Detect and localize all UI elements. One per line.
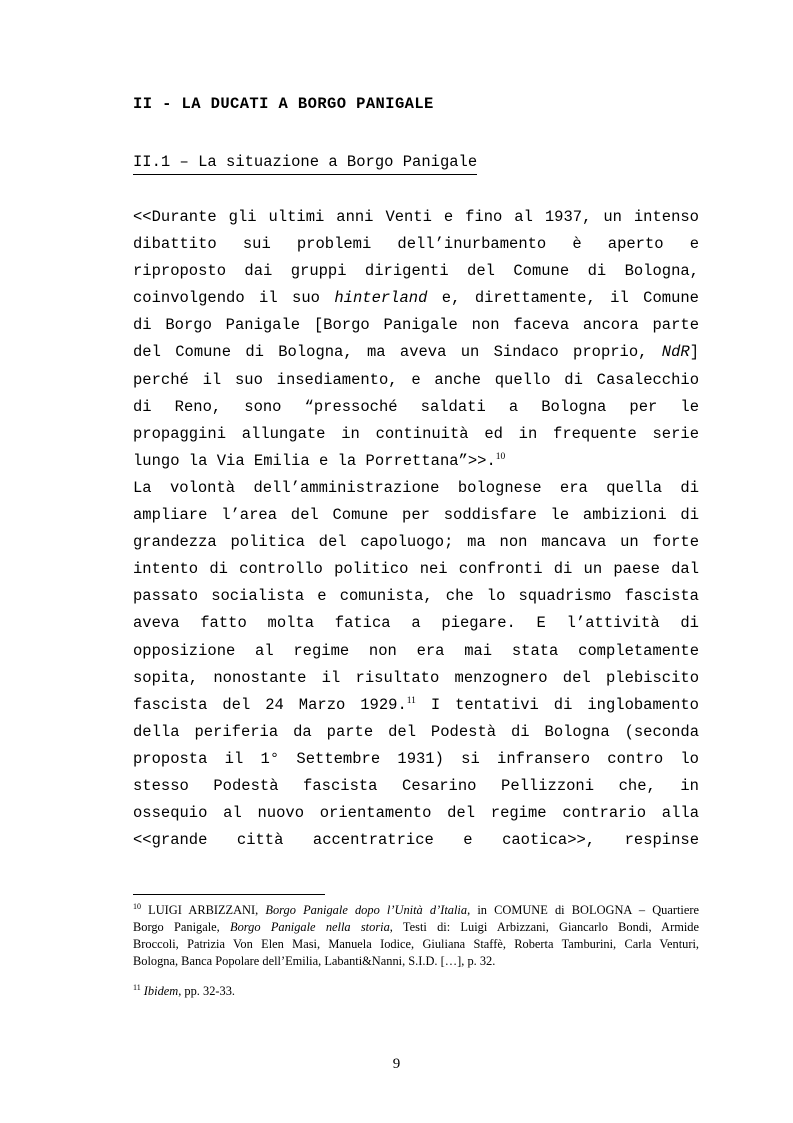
quote-line: riproposto dai gruppi dirigenti del Comune di Bologna, [133,262,699,281]
footnote-text: , Testi di: Luigi Arbizzani, Giancarlo Bondi, Armide [389,920,699,934]
footnote-ref-11[interactable]: 11 [406,695,416,706]
quote-line: propaggini allungate in continuità ed in frequente serie [133,424,699,443]
paragraph-line: della periferia da parte del Podestà di Bologna (seconda [133,722,699,741]
footnote-line [133,919,699,936]
paragraph-line: La volontà dell’amministrazione bolognese era quella di [133,479,699,497]
quote-text: coinvolgendo il suo [133,289,335,308]
quote-text: del Comune di Bologna, ma aveva un Sindaco proprio, [133,343,662,362]
paragraph-line: opposizione al regime non era mai stata completamente [133,641,699,660]
italic-term: NdR [661,343,690,362]
footnote-10 [133,902,699,970]
paragraph-line: proposta il 1° Settembre 1931) si infransero contro lo [133,749,699,768]
footnote-line [133,983,699,1000]
paragraph-line: ampliare l’area del Comune per soddisfare le ambizioni di [133,506,699,525]
paragraph-line: sopita, nonostante il risultato menzognero del plebiscito [133,668,699,687]
quote-text: e, direttamente, il Comune [427,289,699,308]
paragraph-line: stesso Podestà fascista Cesarino Pellizzoni che, in [133,777,699,796]
quote-text: ] [689,343,699,362]
footnote-line: Broccoli, Patrizia Von Elen Masi, Manuela Iodice, Giuliana Staffè, Roberta Tamburini, Carla Venturi, [133,937,699,951]
footnote-text: , in COMUNE di BOLOGNA – Quartiere [467,903,699,917]
quote-block [133,204,699,475]
footnote-ibidem: Ibidem [140,984,179,998]
footnote-line: Bologna, Banca Popolare dell’Emilia, Labanti&Nanni, S.I.D. […], p. 32. [133,954,496,968]
quote-line: di Borgo Panigale [Borgo Panigale non faceva ancora parte [133,316,699,335]
quote-text: lungo la Via Emilia e la Porrettana”>>. [133,451,496,470]
footnote-title: Borgo Panigale nella storia [230,920,390,934]
paragraph-line: aveva fatto molta fatica a piegare. E l’attività di [133,614,699,633]
paragraph-line: passato socialista e comunista, che lo squadrismo fascista [133,587,699,606]
paragraph-line: intento di controllo politico nei confronti di un paese dal [133,560,699,579]
footnote-title: Borgo Panigale dopo l’Unità d’Italia [265,903,468,917]
footnote-ref-10[interactable]: 10 [495,451,506,462]
footnote-text: , pp. 32-33. [178,984,236,998]
footnote-text: Borgo Panigale, [133,920,231,934]
quote-line [133,285,699,312]
footnote-line [133,902,699,919]
paragraph-line: grandezza politica del capoluogo; ma non mancava un forte [133,533,699,552]
paragraph-text: fascista del 24 Marzo 1929. [133,695,407,714]
italic-term: hinterland [334,289,428,308]
chapter-title: II - LA DUCATI A BORGO PANIGALE [133,95,434,113]
quote-line: <<Durante gli ultimi anni Venti e fino al 1937, un intenso [133,208,699,226]
footnote-number: 10 [133,902,141,911]
quote-line: perché il suo insediamento, e anche quello di Casalecchio [133,370,699,389]
footnote-author: LUIGI ARBIZZANI, [141,903,266,917]
page-number: 9 [392,1056,401,1072]
paragraph-line [133,692,699,719]
footnote-separator [133,894,325,895]
paragraph-text: I tentativi di inglobamento [415,695,699,714]
quote-line: dibattito sui problemi dell’inurbamento è aperto e [133,235,699,254]
footnote-11 [133,983,699,1000]
paragraph-line: <<grande città accentratrice e caotica>>, respinse [133,831,699,850]
quote-line [133,339,699,366]
paragraph-block [133,475,699,854]
paragraph-line: ossequio al nuovo orientamento del regime contrario alla [133,804,699,823]
footnote-number: 11 [133,983,141,992]
section-title: II.1 – La situazione a Borgo Panigale [133,153,477,175]
quote-line [133,448,699,475]
quote-line: di Reno, sono “pressoché saldati a Bologna per le [133,397,699,416]
